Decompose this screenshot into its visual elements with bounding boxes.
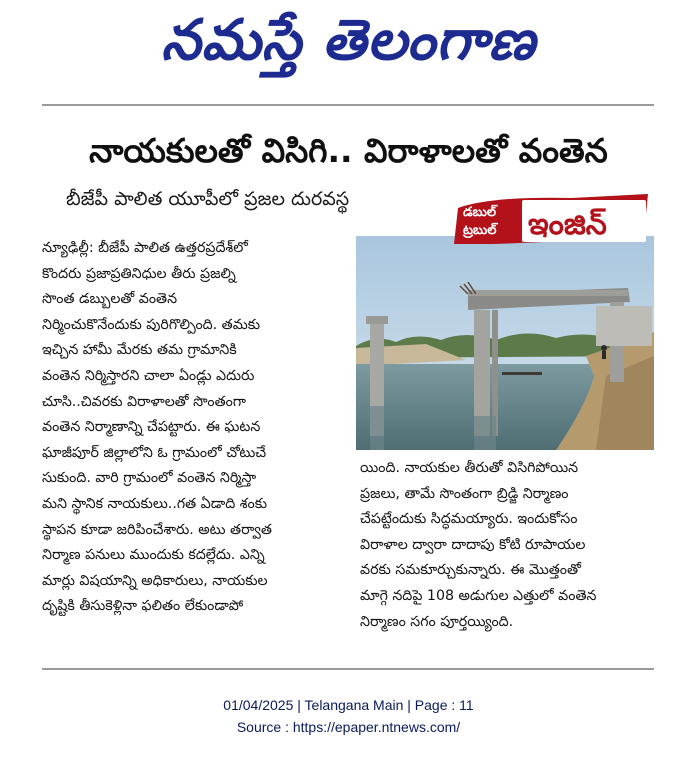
article-line: కొందరు ప్రజాప్రతినిధుల తీరు ప్రజల్ని [42,265,236,282]
footer-date-line: 01/04/2025 | Telangana Main | Page : 11 [223,697,474,713]
double-trouble-engine-badge [452,194,652,246]
article-line: న్యూఢిల్లీ: బీజేపీ పాలిత ఉత్తరప్రదేశ్‌లో [42,240,248,256]
badge-small-top: డబుల్ [463,205,497,220]
article-line: చూసి..చివరకు విరాళాలతో సొంతంగా [42,393,246,410]
article-line: ఘాజీపూర్ జిల్లాలోని ఓ గ్రామంలో చోటుచే [42,444,267,461]
article-line: ప్రజలు, తామే సొంతంగా బ్రిడ్జి నిర్మాణం [360,485,569,502]
article-subheadline: బీజేపీ పాలిత యూపీలో ప్రజల దురవస్థ [66,188,350,210]
badge-background [452,194,652,246]
article-column-left [42,236,342,620]
bridge-photo-illustration [356,236,654,450]
footer-source-line[interactable]: Source : https://epaper.ntnews.com/ [236,719,461,735]
badge-big-text: ఇంజిన్ [528,207,607,242]
article-line: మార్లు విషయాన్ని అధికారులు, నాయకుల [42,572,268,589]
article-line: నిర్మాణం సగం పూర్తయ్యింది. [360,613,514,630]
article-line: నిర్మించుకొనేందుకు పురిగొల్పింది. తమకు [42,316,261,333]
bridge-photo [356,236,654,450]
article-line: వంతెన నిర్మాణాన్ని చేపట్టారు. ఈ ఘటన [42,419,261,436]
article-column-right [360,456,652,635]
article-headline: నాయకులతో విసిగి.. విరాళాలతో వంతెన [89,131,608,170]
article-line: వరకు సమకూర్చుకున్నారు. ఈ మొత్తంతో [360,562,581,579]
newspaper-masthead: నమస్తే తెలంగాణ [161,7,536,73]
article-line: సొంత డబ్బులతో వంతెన [42,291,178,308]
article-line: ఇచ్చిన హామీ మేరకు తమ గ్రామానికి [42,342,237,359]
article-line: దృష్టికి తీసుకెళ్లినా ఫలితం లేకుండాపో [42,598,244,615]
article-line: మని స్థానిక నాయకులు..గత ఏడాది శంకు [42,495,268,512]
article-line: మాగ్గె నదిపై 108 అడుగుల ఎత్తులో వంతెన [360,587,597,604]
article-line: వంతెన నిర్మిస్తారని చాలా ఏండ్లు ఎదురు [42,367,255,384]
article-line: యింది. నాయకుల తీరుతో విసిగిపోయిన [360,460,579,476]
divider-top [42,104,654,106]
article-line: స్థాపన కూడా జరిపించేశారు. అటు తర్వాత [42,521,272,538]
article-line: నిర్మాణ పనులు ముందుకు కదల్లేదు. ఎన్ని [42,547,265,564]
divider-bottom [42,668,654,670]
article-line: విరాళాల ద్వారా దాదాపు కోటి రూపాయల [360,536,586,553]
article-line: చేపట్టేందుకు సిద్ధమయ్యారు. ఇందుకోసం [360,511,578,528]
article-line: సుకుంది. వారి గ్రామంలో వంతెన నిర్మిస్తా [42,470,257,487]
badge-small-bottom: ట్రబుల్ [463,223,497,238]
